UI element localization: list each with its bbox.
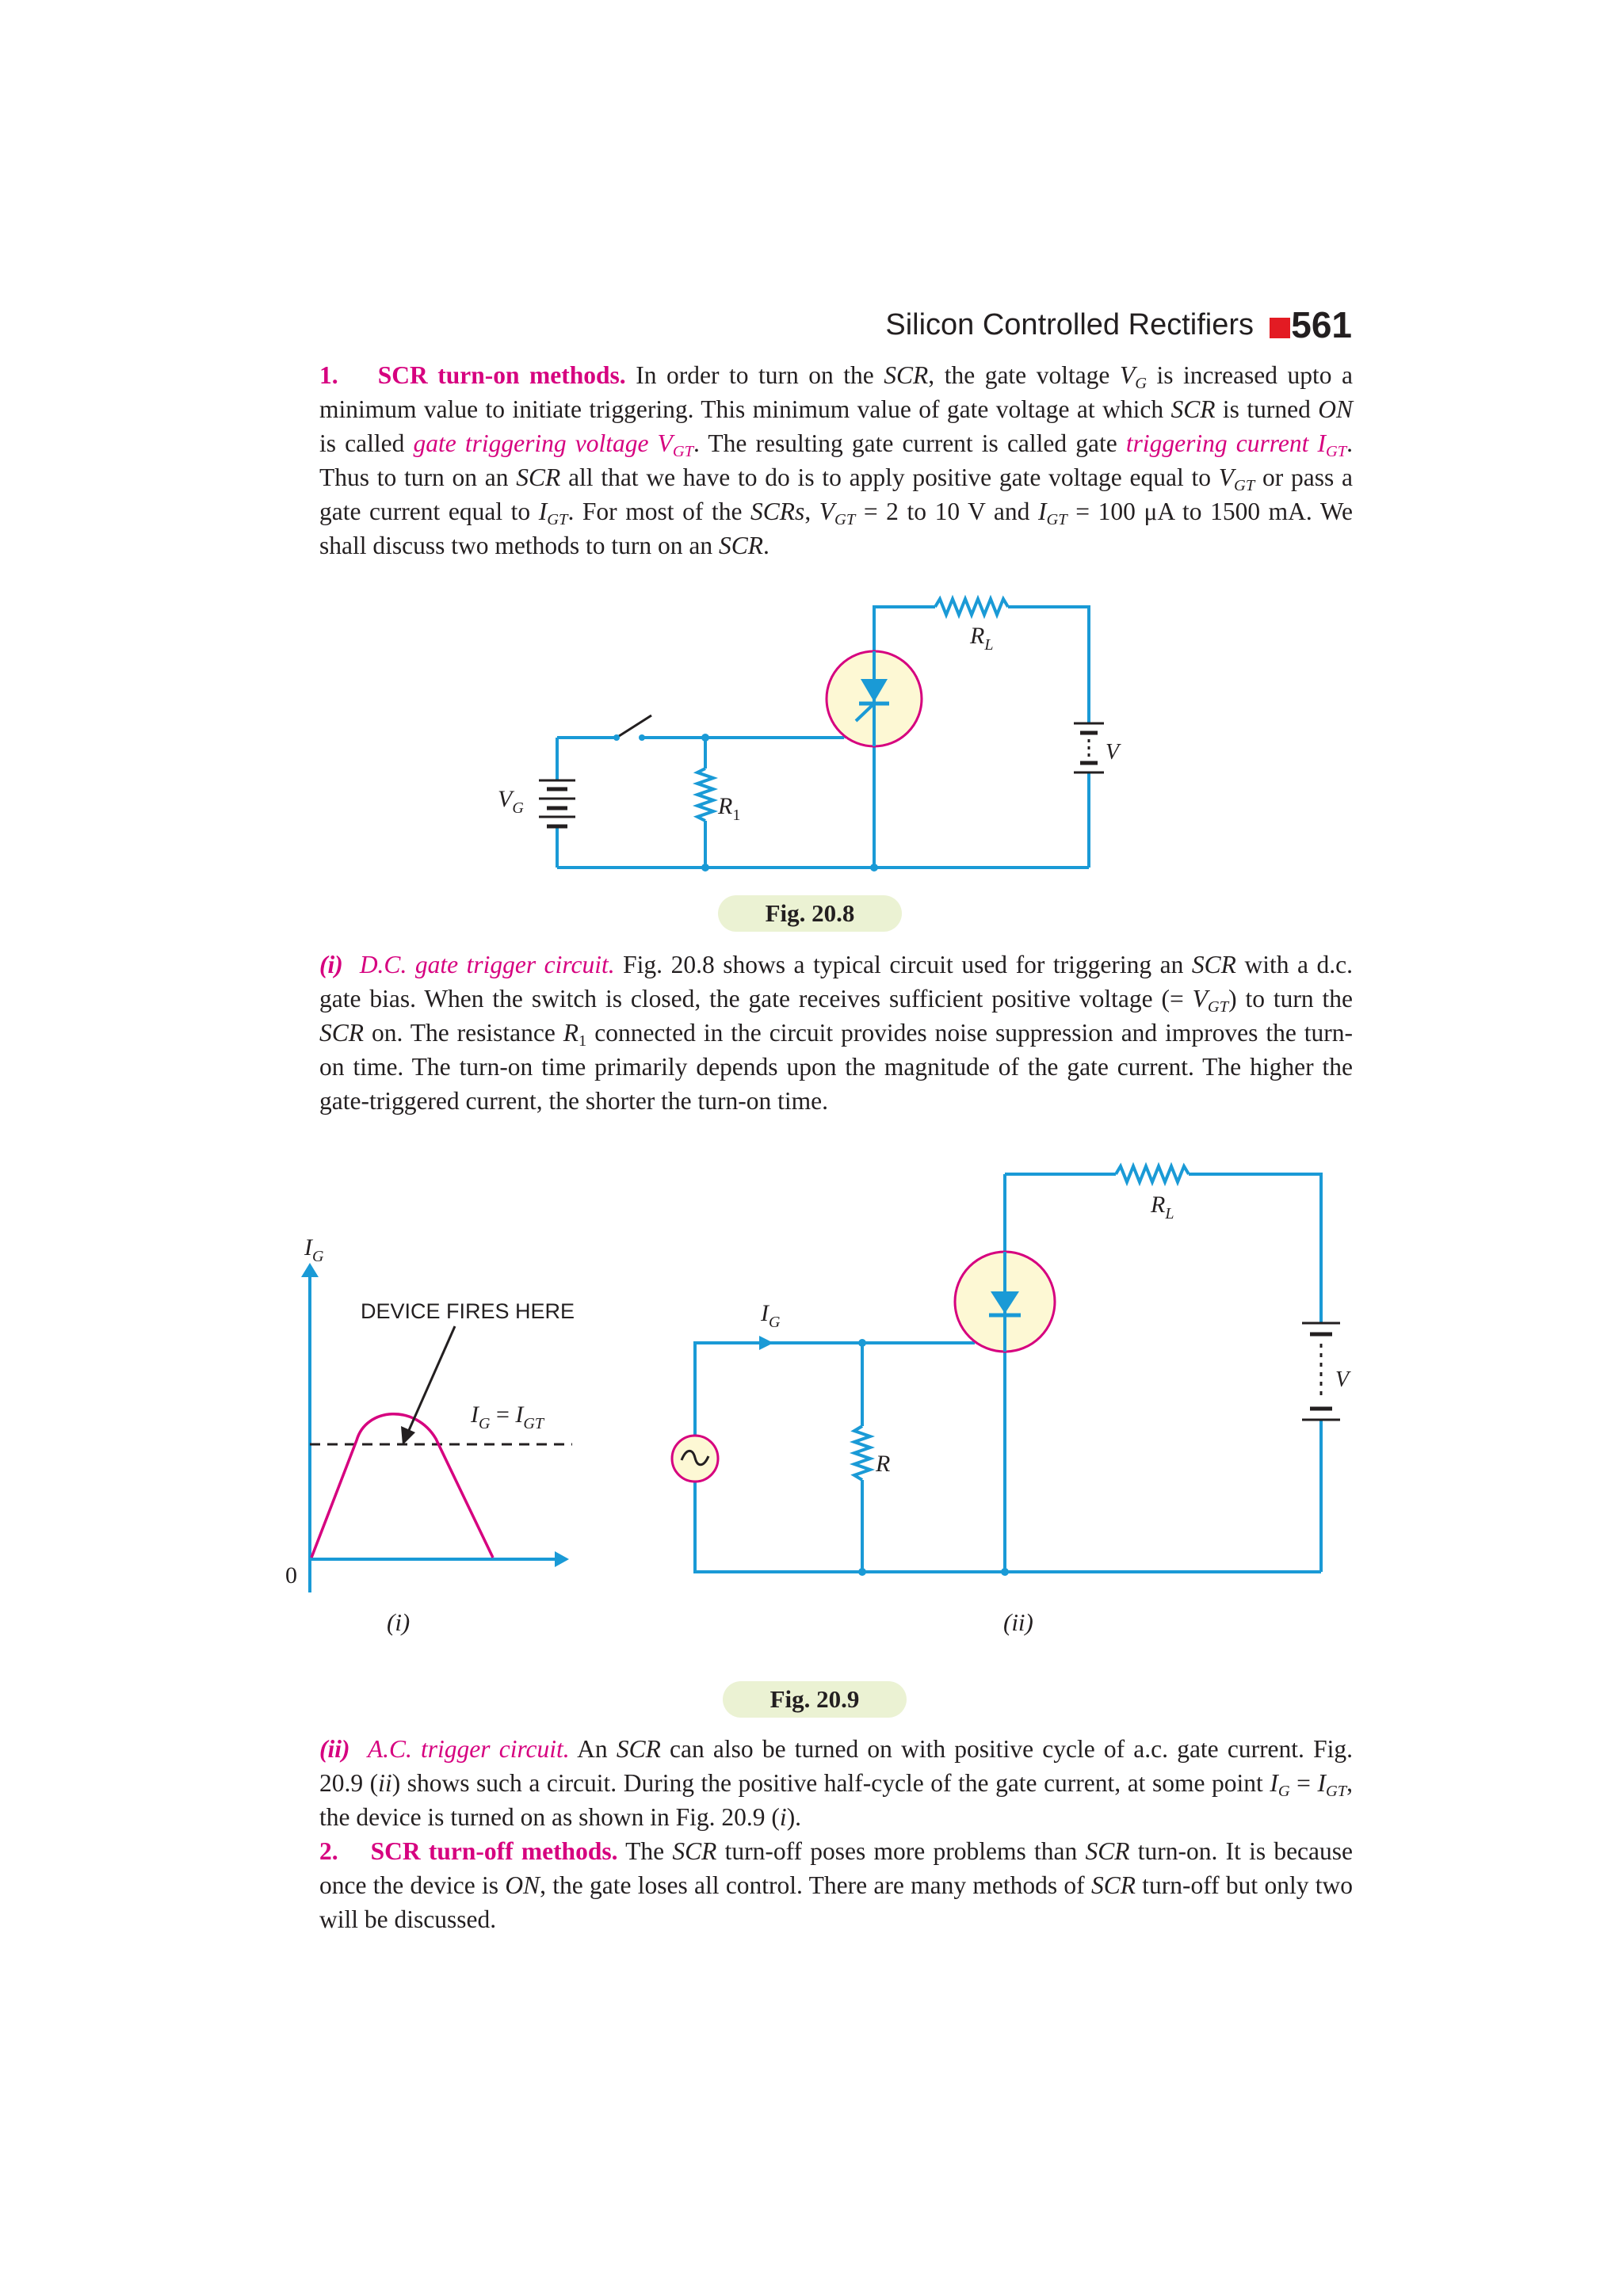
sublabel-i: (i) (387, 1608, 411, 1636)
label-rl: $R_L$ (970, 623, 994, 654)
label-ig-equals-igt: $I_G = I_{GT}$ (471, 1402, 544, 1432)
running-header (824, 305, 1355, 353)
label-v: V (1106, 740, 1120, 765)
label-rl-2: $R_L$ (1151, 1192, 1174, 1222)
term-triggering-current: triggering current I (1125, 429, 1326, 457)
figure-20-8-dc-gate-trigger-circuit (475, 586, 1133, 887)
header-title: Silicon Controlled Rectifiers (885, 308, 1254, 341)
label-ig: $I_G$ (761, 1300, 781, 1331)
sublabel-ii: (ii) (1003, 1608, 1033, 1636)
paragraph-ac-trigger: (ii) A.C. trigger circuit. An SCR can also be turned on with positive cycle of a.c. gate current. Fig. 20.9 (ii) shows such a circuit. During the positive half-cycle of the gate current, at some point $I_G = I_{GT}$, the device is turned on as shown in Fig. 20.9 (i). (319, 1735, 1354, 1831)
graph-origin: 0 (285, 1562, 297, 1589)
section-heading: SCR turn-on methods. (377, 361, 626, 389)
subsection-heading-ac: A.C. trigger circuit. (367, 1735, 570, 1763)
page-number: 561 (1291, 304, 1352, 345)
graph-y-label: $I_G$ (304, 1234, 324, 1265)
term-gate-triggering-voltage: gate triggering voltage V (413, 429, 673, 457)
section-heading-turn-off: SCR turn-off methods. (370, 1837, 618, 1865)
section-number: 1. (319, 361, 338, 389)
figure-20-8-caption: Fig. 20.8 (718, 895, 902, 932)
label-v-2: V (1335, 1367, 1350, 1392)
paragraph-dc-gate-trigger: (i) D.C. gate trigger circuit. Fig. 20.8 shows a typical circuit used for triggering an SCR with a d.c. gate bias. When the switch is closed, the gate receives sufficient positive voltage (= $V_{GT}$) to turn the SCR on. The resistance $R_1$ connected in the circuit provides noise suppression and improves the turn-on time. The turn-on time primarily depends upon the magnitude of the gate current. The higher the gate-triggered current, the shorter the turn-on time. (319, 951, 1354, 1115)
label-vg: $V_G$ (498, 786, 524, 817)
label-r1: $R_1$ (718, 793, 741, 824)
figure-20-9 (269, 1149, 1371, 1656)
paragraph-turn-off-methods: 2. SCR turn-off methods. The SCR turn-off poses more problems than SCR turn-on. It is because once the device is ON, the gate loses all control. There are many methods of SCR turn-off but only two will be discussed. (319, 1837, 1354, 1933)
header-square-icon (1270, 318, 1290, 338)
subsection-heading: D.C. gate trigger circuit. (359, 951, 615, 978)
annotation-device-fires-here: DEVICE FIRES HERE (361, 1299, 575, 1323)
paragraph-turn-on-methods: 1. SCR turn-on methods. In order to turn on the SCR, the gate voltage $V_G$ is increased upto a minimum value to initiate triggering. This minimum value of gate voltage at which SCR is turned ON is called gate triggering voltage $V_{GT}$. The resulting gate current is called gate triggering current $I_{GT}$. Thus to turn on an SCR all that we have to do is to apply positive gate voltage equal to $V_{GT}$ or pass a gate current equal to $I_{GT}$. For most of the SCRs, $V_{GT} = 2$ to 10 V and $I_{GT} = 100$ μA to 1500 mA. We shall discuss two methods to turn on an SCR. (319, 361, 1354, 559)
figure-20-9-caption: Fig. 20.9 (723, 1681, 907, 1718)
label-r: R (876, 1451, 891, 1477)
